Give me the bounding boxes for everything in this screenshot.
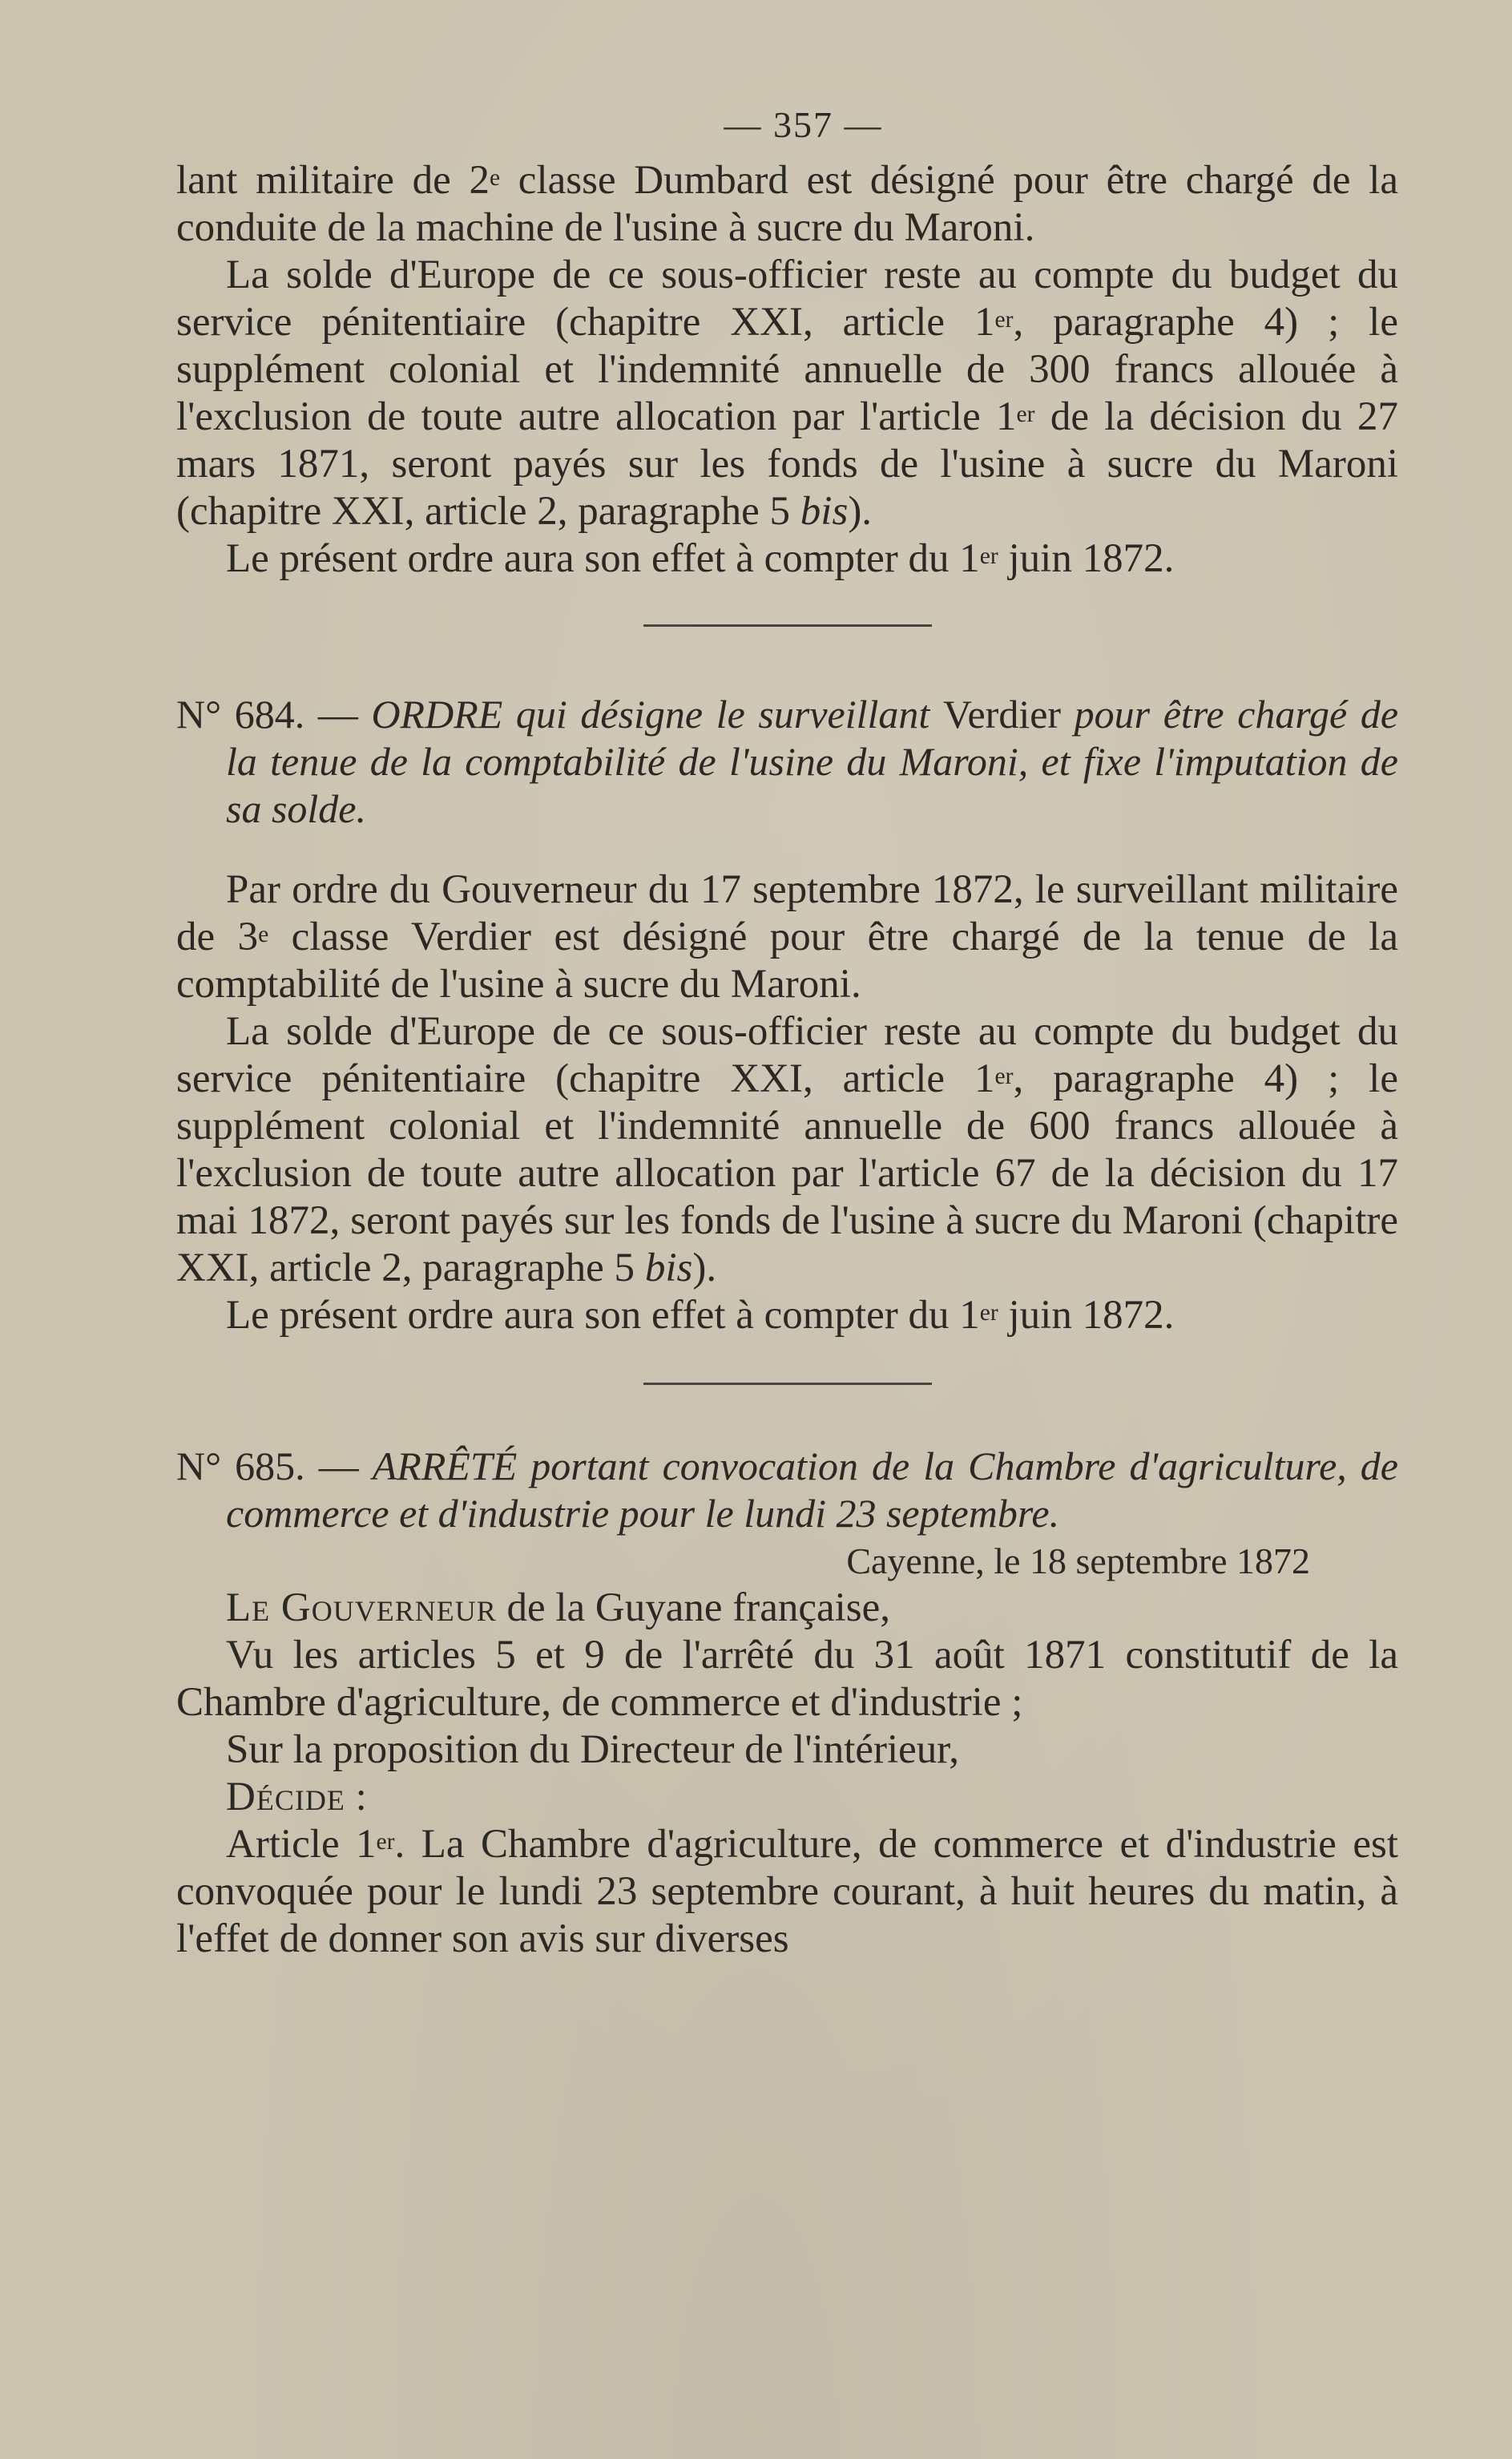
superscript: e bbox=[258, 921, 269, 947]
section-divider bbox=[643, 1383, 932, 1385]
text-run: Le présent ordre aura son effet à compter du 1 bbox=[226, 1293, 980, 1338]
text-run: classe Dumbard est désigné pour être chargé de la conduite de la machine de l'usine à sucre du Maroni. bbox=[176, 158, 1398, 250]
italic-bis: bis bbox=[644, 1246, 693, 1290]
title-name: Verdier bbox=[942, 692, 1062, 737]
paragraph-solde bbox=[176, 1008, 1398, 1292]
text-run: classe Verdier est désigné pour être chargé de la tenue de la comptabilité de l'usine à sucre du Maroni. bbox=[176, 915, 1398, 1007]
text-run: Le présent ordre aura son effet à compter du 1 bbox=[226, 536, 980, 581]
text-run: juin 1872. bbox=[998, 1293, 1175, 1338]
governor-line bbox=[176, 1585, 1398, 1632]
governor-title: Le Gouverneur bbox=[226, 1585, 497, 1630]
section-number: N° 684. — bbox=[176, 692, 372, 737]
title-text: pour être chargé de la tenue de la comptabilité de l'usine du Maroni, et fixe l'imputation de sa solde. bbox=[226, 692, 1399, 831]
superscript: er bbox=[994, 306, 1014, 333]
superscript: er bbox=[376, 1828, 395, 1855]
continuation-paragraph bbox=[176, 157, 1398, 252]
superscript: er bbox=[1016, 401, 1035, 427]
superscript: er bbox=[994, 1063, 1014, 1089]
paragraph-order bbox=[176, 866, 1398, 1008]
decide-line bbox=[176, 1774, 1398, 1821]
italic-bis: bis bbox=[800, 489, 849, 534]
superscript: er bbox=[979, 543, 998, 569]
text-run: . La Chambre d'agriculture, de commerce et d'industrie est convoquée pour le lundi 23 septembre courant, à huit heures du matin, à l'effet de donner son avis sur diverses bbox=[176, 1822, 1398, 1961]
vu-paragraph: Vu les articles 5 et 9 de l'arrêté du 31 août 1871 constitutif de la Chambre d'agriculture, de commerce et d'industrie ; bbox=[176, 1633, 1398, 1725]
section-divider bbox=[643, 624, 932, 627]
paragraph-solde bbox=[176, 252, 1398, 535]
title-text: ORDRE qui désigne le surveillant bbox=[371, 692, 943, 737]
dateline: Cayenne, le 18 septembre 1872 bbox=[846, 1540, 1310, 1581]
superscript: e bbox=[489, 164, 501, 191]
paragraph-effective-date bbox=[176, 1292, 1398, 1339]
text-run: Article 1 bbox=[226, 1822, 377, 1867]
decide-word: Décide bbox=[226, 1775, 345, 1819]
text-run: de la décision du 27 mars 1871, seront payés sur les fonds de l'usine à sucre du Maroni (chapitre XXI, article 2, paragraphe 5 bbox=[176, 394, 1398, 534]
spacer bbox=[176, 833, 1398, 866]
text-run: de la Guyane française, bbox=[496, 1585, 891, 1630]
section-number: N° 685. — bbox=[176, 1444, 373, 1488]
title-text: ARRÊTÉ portant convocation de la Chambre d'agriculture, de commerce et d'industrie pour le lundi 23 septembre. bbox=[226, 1444, 1398, 1536]
text-run: ). bbox=[692, 1246, 717, 1290]
text-run: lant militaire de 2 bbox=[176, 158, 490, 203]
text-run: La solde d'Europe de ce sous-officier reste au compte du budget du service pénitentiaire (chapitre XXI, article 1 bbox=[176, 252, 1398, 345]
superscript: er bbox=[979, 1299, 998, 1326]
text-run: , paragraphe 4) ; le supplément colonial et l'indemnité annuelle de 600 francs allouée à l'exclusion de toute autre allocation par l'article 67 de la décision du 17 mai 1872, seront payés sur les fonds de l'usine à sucre du Maroni (chapitre XXI, article 2, paragraphe 5 bbox=[176, 1056, 1398, 1290]
text-run: juin 1872. bbox=[998, 536, 1175, 581]
section-title-684 bbox=[176, 691, 1398, 833]
paragraph-effective-date bbox=[176, 535, 1398, 583]
text-run: La solde d'Europe de ce sous-officier reste au compte du budget du service pénitentiaire (chapitre XXI, article 1 bbox=[176, 1009, 1398, 1101]
sur-paragraph: Sur la proposition du Directeur de l'intérieur, bbox=[226, 1727, 959, 1772]
section-title-685 bbox=[176, 1443, 1398, 1537]
article-1-paragraph bbox=[176, 1821, 1398, 1963]
text-run: ). bbox=[848, 489, 873, 534]
text-run: , paragraphe 4) ; le supplément colonial et l'indemnité annuelle de 300 francs allouée à l'exclusion de toute autre allocation par l'article 1 bbox=[176, 300, 1398, 439]
text-run: Par ordre du Gouverneur du 17 septembre 1872, le surveillant militaire de 3 bbox=[176, 867, 1398, 959]
page-number: — 357 — bbox=[724, 104, 883, 145]
text-run: : bbox=[345, 1775, 367, 1819]
